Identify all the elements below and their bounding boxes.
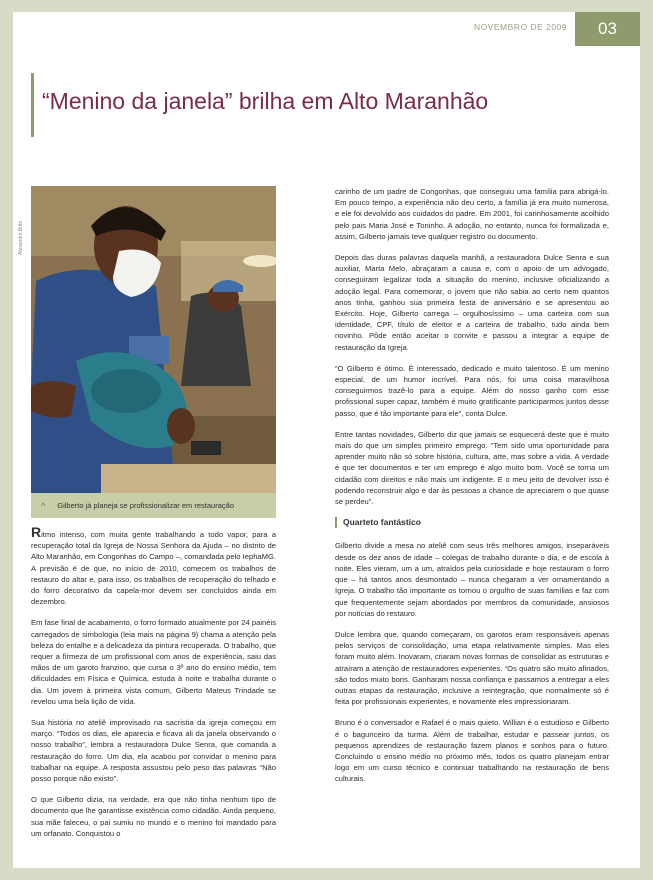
paragraph: Depois das duras palavras daquela manhã, a restauradora Dulce Senra e sua auxiliar, Marta Melo, abraçaram a causa e, com o apoio de um advogado, conseguiram legalizar toda a situação do menino, inclusive oficializando a adoção legal. Para comemorar, o jovem que não sabia ao certo nem quantos anos tinha, ganhou sua primeira festa de aniversário e se apresentou ao Exército. Hoje, Gilberto carrega – orgulhosíssimo – uma carteira com sua identidade, CPF, título de eleitor e a carteira de trabalho, tudo ainda bem novinho. Pôde então aceitar o convite e passou a integrar a equipe de restauração da Igreja.	[335, 253, 609, 352]
section-subheading: Quarteto fantástico	[335, 517, 609, 528]
issue-date: NOVEMBRO DE 2009	[473, 22, 567, 32]
paragraph: “O Gilberto é ótimo. É interessado, dedicado e muito talentoso. É um menino especial, de um humor incrível. Para nós, foi uma coisa maravilhosa conseguirmos trazê-lo para a equipe. Além do nosso ganho com esse profissional super capaz, também é muito gratificante participarmos juntos desse passo, que é tão importante para ele”, conta Dulce.	[335, 363, 609, 418]
paragraph: Gilberto divide a mesa no ateliê com seus três melhores amigos, inseparáveis desde os dez anos de idade – colegas de trabalho durante o dia, e de escola à noite. Eles vieram, um a um, atraídos pela curiosidade e hoje restauram o forro que – há tantos anos desmontado – nunca chegaram a ver ornamentando a Igreja. O trabalho tão importante os tornou o orgulho de suas famílias e faz com que frequentemente sejam abordados por membros da comunidade, ansiosos por notícias do restauro.	[335, 541, 609, 618]
page-number: 03	[575, 12, 640, 46]
article-title: “Menino da janela” brilha em Alto Maranhão	[42, 88, 489, 114]
caption-text: Gilberto já planeja se profissionalizar em restauração	[57, 501, 234, 510]
paragraph: Bruno é o conversador e Rafael é o mais quieto. Willian é o estudioso e Gilberto é o bagunceiro da turma. Além de trabalhar, estudar e passear juntos, os pequenos aprendizes de restauração fazem planos e sonhos para o futuro. Concluindo o ensino médio no próximo mês, todos os quatro planejam entrar logo em um curso técnico e continuar trabalhando na restauração de bens culturais.	[335, 718, 609, 784]
paragraph: Sua história no ateliê improvisado na sacristia da igreja começou em março. “Todos os dias, ele aparecia e ficava ali da janela observando o nosso trabalho”, lembra a restauradora Dulce Senra, que comanda a restauração do forro. Um dia, ela acabou por convidar o menino para trabalhar na equipe. A resposta assustou pelo peso das palavras “Não posso porque não existo”.	[31, 718, 276, 784]
paragraph: Dulce lembra que, quando começaram, os garotos eram responsáveis apenas pelos serviços de consolidação, uma etapa relativamente simples. Mas eles foram muito além. Inovaram, criaram novas formas de consolidar as estruturas e atraíram a atenção de restauradores experientes. “Os quatro são muito afinados, são todos muito bons. Ganharam nossa confiança e passamos a entregar a eles outras etapas da restauração, inclusive a reintegração, que normalmente só é feita por profissionais experientes, e novamente eles impressionaram.	[335, 629, 609, 707]
paragraph-text: itmo intenso, com muita gente trabalhando a todo vapor, para a recuperação total da Igreja de Nossa Senhora da Ajuda – no distrito de Alto Maranhão, em Congonhas do Campo –, comandada pelo IephaMG. A previsão é de que, no início de 2010, comecem os trabalhos de restauro do altar e, para isso, os trabalhos de recuperação do telhado e do forro decorativo da capela-mor devem ser concluídos ainda em dezembro.	[31, 530, 276, 607]
photo-caption	[31, 493, 276, 518]
paragraph: O que Gilberto dizia, na verdade, era que não tinha nenhum tipo de documento que lhe garantisse existência como cidadão. Ainda pequeno, sua mãe faleceu, o pai sumiu no mundo e o menino foi mandado para um orfanato. Conquistou o	[31, 795, 276, 838]
drop-cap: R	[31, 524, 42, 540]
caption-marker-icon: ^	[41, 500, 46, 511]
paragraph	[31, 524, 276, 607]
photo-illustration	[31, 186, 276, 493]
title-accent-bar	[31, 73, 34, 137]
paragraph: Entre tantas novidades, Gilberto diz que jamais se esquecerá deste que é muito mais do que um simples primeiro emprego. “Tem sido uma oportunidade para aprender muito não só sobre história, cultura, arte, mas sobre a vida. A verdade é que ter documentos e ter um emprego é algo muito bom. Você se torna um cidadão com direitos e não mais um indigente. E o meu jeito de devolver isso é podendo reconstruir algo e dar às pessoas a chance de apreciarem o que quase se perdeu”.	[335, 429, 609, 507]
left-column	[31, 524, 276, 849]
right-column	[335, 186, 609, 795]
article-photo	[31, 186, 276, 493]
photo-credit: Alexandre Brito	[18, 220, 24, 255]
paragraph: carinho de um padre de Congonhas, que conseguiu uma família para abrigá-lo. Em pouco tempo, a experiência não deu certo, a família já era muito numerosa, e ele foi devolvido aos cuidados do padre. Em 2001, foi carinhosamente acolhido pelo pais Maria José e Toninho. A adoção, no entanto, nunca foi formalizada e, assim, Gilberto jamais teve qualquer registro ou documento.	[335, 187, 609, 241]
paragraph: Em fase final de acabamento, o forro formado atualmente por 24 painéis carregados de simbologia (leia mais na página 9) chama a atenção pela beleza do entalhe e a delicadeza da pintura recuperada. O trabalho, que requer a firmeza de um profissional com anos de experiência, saiu das mãos de um garoto franzino, que cursa o 3º ano do ensino médio, tem dificuldades em Física e Química, estuda à noite e trabalha durante o dia. Um jovem à primeira vista comum, Gilberto Mateus Trindade se revelou uma bela lição de vida.	[31, 618, 276, 706]
